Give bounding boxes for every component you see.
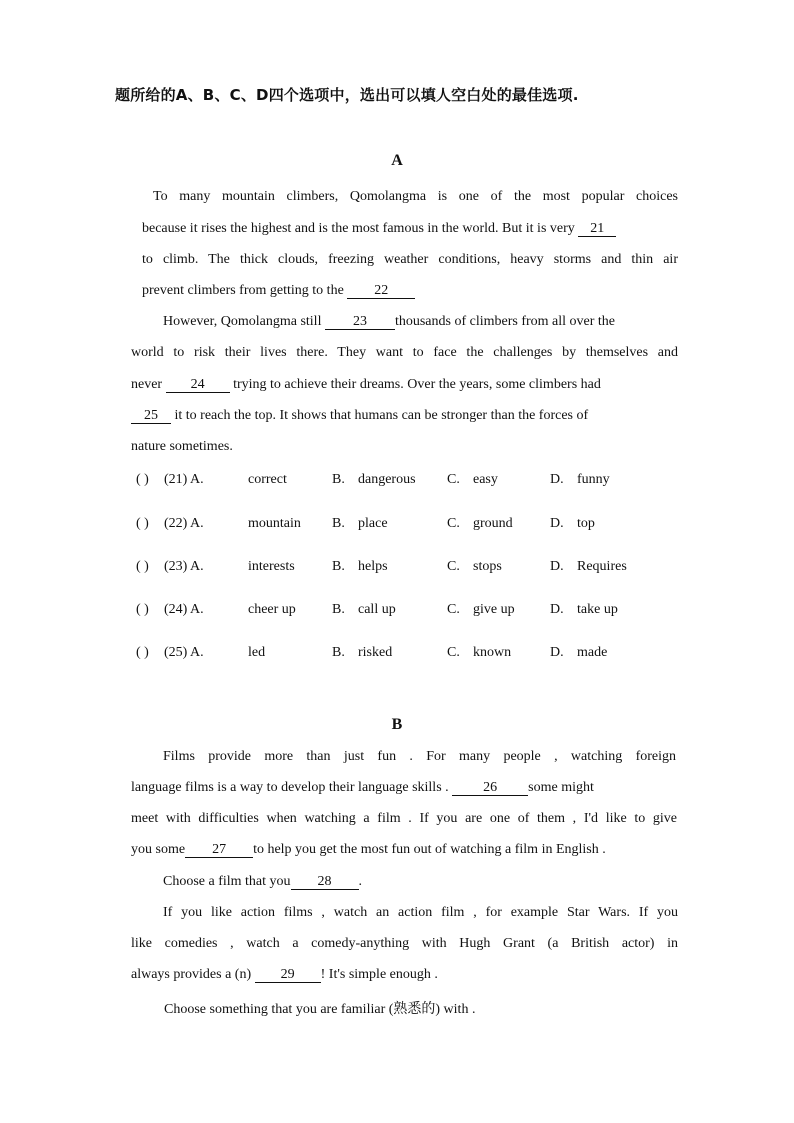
question-number: (21) A. xyxy=(164,472,204,487)
option-label: B. xyxy=(332,645,345,660)
passage-b-line xyxy=(163,874,362,890)
passage-text: to help you get the most fun out of watching a film in English . xyxy=(253,842,606,857)
instruction-text: 题所给的A、B、C、D四个选项中，选出可以填人空白处的最佳选项. xyxy=(115,86,579,104)
passage-b-line: Choose something that you are familiar (熟悉的) with . xyxy=(164,1002,476,1017)
question-row xyxy=(136,645,676,665)
passage-a-line xyxy=(142,283,415,299)
passage-text: always provides a (n) xyxy=(131,967,252,982)
passage-b-line xyxy=(131,967,438,983)
blank-22[interactable]: 22 xyxy=(347,284,415,299)
passage-a-line: nature sometimes. xyxy=(131,439,233,454)
passage-text: prevent climbers from getting to the xyxy=(142,283,344,298)
option-label: D. xyxy=(550,559,564,574)
answer-bracket[interactable]: ( ) xyxy=(136,472,149,487)
option-label: B. xyxy=(332,516,345,531)
question-number: (22) A. xyxy=(164,516,204,531)
option-c: easy xyxy=(473,472,498,487)
option-b: call up xyxy=(358,602,396,617)
option-label: C. xyxy=(447,602,460,617)
blank-27[interactable]: 27 xyxy=(185,843,253,858)
option-a: led xyxy=(248,645,266,660)
question-number: (23) A. xyxy=(164,559,204,574)
passage-a-line xyxy=(131,377,679,393)
passage-a-line xyxy=(142,221,682,237)
option-d: funny xyxy=(577,472,610,487)
passage-text: never xyxy=(131,377,163,392)
option-a: interests xyxy=(248,559,295,574)
option-c: known xyxy=(473,645,512,660)
passage-a-line: world to risk their lives there. They want to face the challenges by themselves and xyxy=(131,345,678,360)
passage-text: Choose a film that you xyxy=(163,874,291,889)
passage-a-line xyxy=(131,408,679,424)
option-d: Requires xyxy=(577,559,627,574)
option-d: made xyxy=(577,645,608,660)
passage-text: ! It's simple enough . xyxy=(320,967,438,982)
section-b-heading: B xyxy=(391,716,403,733)
passage-text: some might xyxy=(528,780,594,795)
option-label: C. xyxy=(447,472,460,487)
option-b: dangerous xyxy=(358,472,416,487)
passage-text: . xyxy=(358,874,363,889)
blank-26[interactable]: 26 xyxy=(452,781,528,796)
passage-a-line: To many mountain climbers, Qomolangma is one of the most popular choices xyxy=(153,189,678,204)
question-row xyxy=(136,516,676,536)
option-b: place xyxy=(358,516,388,531)
passage-text: it to reach the top. It shows that humans can be stronger than the forces of xyxy=(174,408,589,423)
passage-text: because it rises the highest and is the most famous in the world. But it is very xyxy=(142,221,575,236)
option-label: C. xyxy=(447,645,460,660)
passage-text: trying to achieve their dreams. Over the years, some climbers had xyxy=(233,377,601,392)
blank-28[interactable]: 28 xyxy=(291,875,359,890)
option-a: cheer up xyxy=(248,602,296,617)
option-label: D. xyxy=(550,645,564,660)
option-label: B. xyxy=(332,559,345,574)
question-number: (24) A. xyxy=(164,602,204,617)
passage-b-line: Films provide more than just fun . For many people , watching foreign xyxy=(163,749,676,764)
blank-29[interactable]: 29 xyxy=(255,968,321,983)
question-number: (25) A. xyxy=(164,645,204,660)
passage-text: language films is a way to develop their language skills . xyxy=(131,780,449,795)
blank-25[interactable]: 25 xyxy=(131,409,171,424)
answer-bracket[interactable]: ( ) xyxy=(136,645,149,660)
passage-text: However, Qomolangma still xyxy=(163,314,322,329)
question-row xyxy=(136,472,676,492)
option-c: give up xyxy=(473,602,515,617)
passage-text: thousands of climbers from all over the xyxy=(394,314,616,329)
blank-23[interactable]: 23 xyxy=(325,315,395,330)
option-label: C. xyxy=(447,516,460,531)
option-d: top xyxy=(577,516,595,531)
option-b: risked xyxy=(358,645,393,660)
blank-21[interactable]: 21 xyxy=(578,222,616,237)
answer-bracket[interactable]: ( ) xyxy=(136,602,149,617)
blank-24[interactable]: 24 xyxy=(166,378,230,393)
question-row xyxy=(136,559,676,579)
passage-a-line xyxy=(163,314,678,330)
passage-b-line: meet with difficulties when watching a film . If you are one of them , I'd like to give xyxy=(131,811,677,826)
option-c: stops xyxy=(473,559,502,574)
option-label: C. xyxy=(447,559,460,574)
option-label: B. xyxy=(332,472,345,487)
passage-b-line xyxy=(131,780,679,796)
option-a: mountain xyxy=(248,516,301,531)
section-a-heading: A xyxy=(391,152,403,169)
option-label: B. xyxy=(332,602,345,617)
passage-b-line xyxy=(131,842,606,858)
option-b: helps xyxy=(358,559,388,574)
option-label: D. xyxy=(550,602,564,617)
question-row xyxy=(136,602,676,622)
passage-text: you some xyxy=(131,842,186,857)
option-a: correct xyxy=(248,472,287,487)
passage-b-line: If you like action films , watch an action film , for example Star Wars. If you xyxy=(163,905,678,920)
option-label: D. xyxy=(550,516,564,531)
answer-bracket[interactable]: ( ) xyxy=(136,559,149,574)
answer-bracket[interactable]: ( ) xyxy=(136,516,149,531)
option-c: ground xyxy=(473,516,513,531)
passage-b-line: like comedies , watch a comedy-anything with Hugh Grant (a British actor) in xyxy=(131,936,678,951)
passage-a-line: to climb. The thick clouds, freezing weather conditions, heavy storms and thin air xyxy=(142,252,678,267)
option-label: D. xyxy=(550,472,564,487)
option-d: take up xyxy=(577,602,618,617)
